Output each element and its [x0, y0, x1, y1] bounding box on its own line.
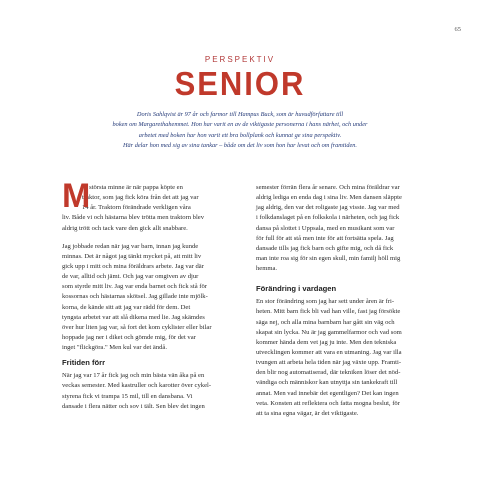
text-line: aldrig lediga en enda dag i sina liv. Men dansen släppte	[256, 194, 402, 202]
text-line: styrena fick vi trampa 15 mil, till en dansbana. Vi	[62, 392, 193, 400]
paragraph	[62, 371, 238, 412]
text-line: tyngsta arbetet var att slå dikena med lie. Jag skämdes	[62, 313, 205, 321]
text-line: hoppade jag ner i diket och gömde mig, för det var	[62, 333, 196, 341]
intro-line: Doris Sahlqvist är 97 år och farmor till Hampus Buck, som är huvudförfattare till	[136, 111, 344, 118]
text-line: heten. Mitt barn fick bli vad han ville, fast jag försökte	[256, 308, 401, 316]
text-line: En stor förändring som jag har sett under åren är fri-	[256, 298, 395, 306]
text-line: jag aldrig, den var det roligaste jag visste. Jag var med	[256, 204, 400, 212]
intro-text	[90, 110, 390, 151]
text-line: gick upp i mitt och mina föräldrars arbete. Jag var där	[62, 262, 204, 270]
text-line: den blir nog automatiserad, där tekniken löser det nöd-	[256, 369, 401, 377]
subheading-forandring: Förändring i vardagen	[256, 284, 337, 294]
text-line: liv. Både vi och hästarna blev trötta men traktorn blev	[62, 214, 205, 222]
page-number: 65	[454, 26, 461, 33]
text-line: de var, alltid och jämt. Och jag var omgiven av djur	[62, 273, 199, 281]
text-line: utvecklingen kommer att vara en utmaning. Jag var illa	[256, 348, 402, 356]
subheading-fritiden: Fritiden förr	[62, 358, 106, 368]
text-line: 14 år. Traktorn förändrade verkligen våra	[82, 204, 191, 212]
text-line: annat. Men vad innebär det egentligen? Det kan ingen	[256, 389, 399, 397]
paragraph	[256, 297, 432, 419]
left-column	[62, 177, 238, 412]
paragraph	[62, 242, 238, 354]
right-column	[256, 183, 432, 419]
text-line: som styrde mitt liv. Jag var enda barnet och fick stå för	[62, 283, 207, 291]
text-line: i folkdanslaget på en folkskola i närheten, och jag fick	[256, 214, 400, 222]
text-line: att ta sina egna vägar, är det viktigaste.	[256, 409, 359, 417]
text-line: tvungen att arbeta hela tiden när jag växte upp. Framti-	[256, 359, 402, 367]
opening-paragraph	[62, 177, 238, 215]
text-line: kommer hända dem vet jag ju inte. Men den tekniska	[256, 338, 397, 346]
text-line: skapat sin lycka. Nu är jag gammelfarmor och vad som	[256, 328, 402, 336]
intro-line: arbetet med boken har hon varit ett bra bollplank och kunnat ge sina perspektiv.	[138, 131, 342, 139]
drop-cap: M	[62, 177, 91, 215]
text-line: dansade i flera nätter och sov i tält. Sen blev det ingen	[62, 402, 205, 410]
text-line: semester förrän flera år senare. Och mina föräldrar var	[256, 184, 400, 191]
text-line: minnas. Det är något jag tänkt mycket på, att mitt liv	[62, 252, 202, 260]
text-line: När jag var 17 år fick jag och min bästa vän åka på en	[62, 372, 205, 380]
text-line: dansade tills jag fick barn och gifte mig, och då fick	[256, 244, 394, 252]
section-kicker: PERSPEKTIV	[204, 55, 276, 64]
text-line: vändiga och människor kan utnyttja sin tankekraft till	[256, 379, 398, 387]
text-line: Jag jobbade redan när jag var barn, innan jag kunde	[62, 242, 199, 250]
text-line: hemma.	[256, 265, 278, 273]
text-line: över hur liten jag var, så fort det kom cyklister eller bilar	[62, 323, 212, 331]
paragraph	[256, 183, 432, 274]
text-line: för full för att stå men inte för att fortsätta spela. Jag	[256, 234, 394, 242]
text-line: veta. Konsten att reflektera och fatta mogna beslut, för	[256, 399, 400, 407]
text-line: aldrig trött och tack vare den gick allt snabbare.	[62, 224, 188, 232]
text-line: korna, de kände sitt att jag var rädd för dem. Det	[62, 303, 191, 311]
intro-line: Här delar hon med sig av sina tankar – både om det liv som hon har levat och om framtiden.	[122, 141, 357, 149]
text-line: säga nej, och alla mina barnbarn har gått sin väg och	[256, 318, 395, 326]
text-line: traktor, som jag fick köra från det att jag var	[82, 194, 199, 202]
text-line: inget "flickgöra." Men kul var det ändå.	[62, 344, 167, 352]
text-line: itt största minne är när pappa köpte en	[82, 184, 183, 191]
article-headline: SENIOR	[174, 64, 306, 103]
text-line: dansa på slottet i Uppsala, med en musikant som var	[256, 224, 395, 232]
text-line: kossornas och hästarnas skötsel. Jag gillade inte mjölk-	[62, 293, 208, 301]
intro-line: boken om Margarethahemmet. Hon har varit en av de viktigaste personerna i hans närhet, och under	[112, 121, 368, 129]
text-line: man inte roa sig för sin egen skull, min familj höll mig	[256, 254, 401, 262]
text-line: veckas semester. Med kastruller och karotter över cykel-	[62, 382, 212, 390]
